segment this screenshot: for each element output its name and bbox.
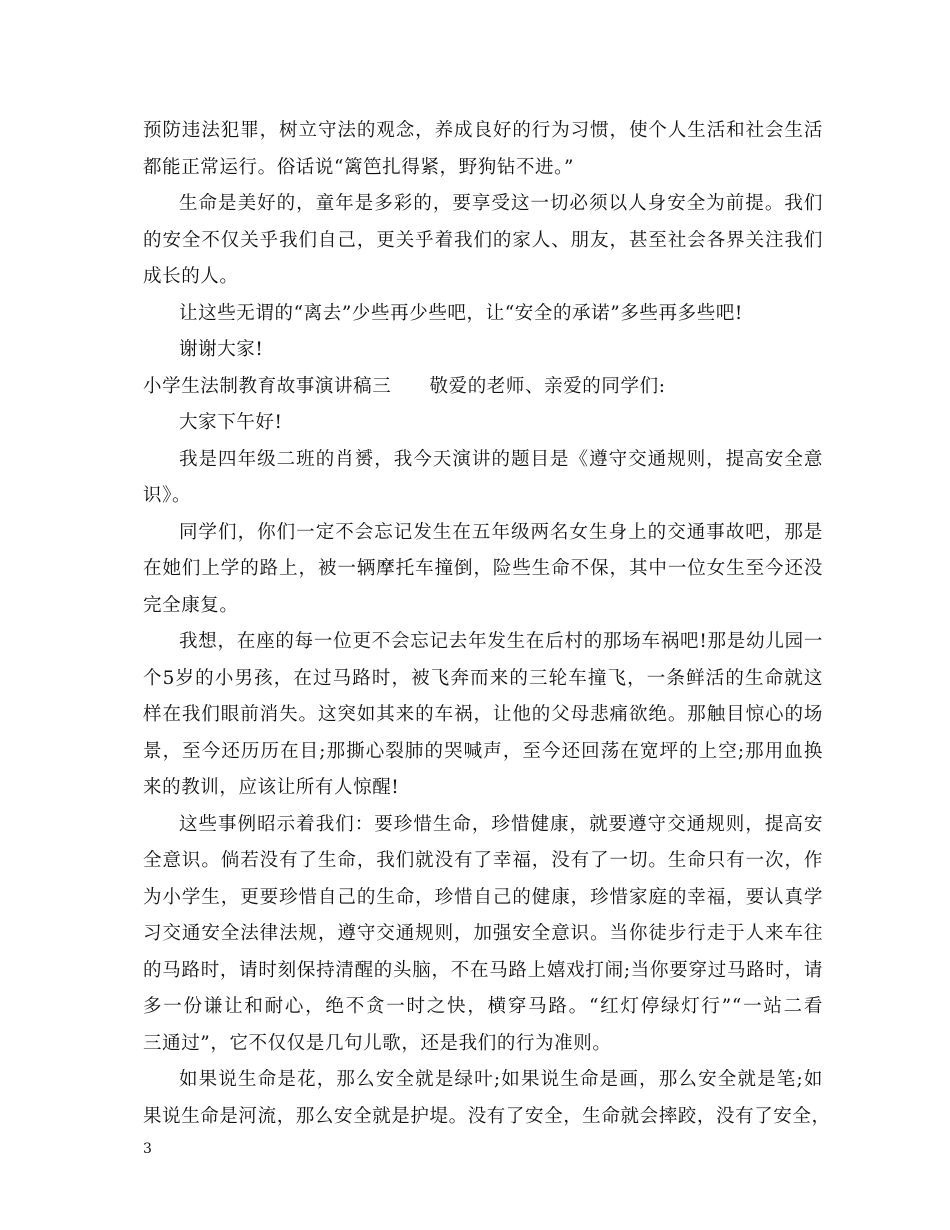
text-line: 生命是美好的，童年是多彩的，要享受这一切必须以人身安全为前提。我们	[179, 193, 823, 214]
text-line: 我想，在座的每一位更不会忘记去年发生在后村的那场车祸吧!那是幼儿园一	[179, 631, 823, 652]
body-text	[143, 113, 831, 1135]
text-line: 全意识。倘若没有了生命，我们就没有了幸福，没有了一切。生命只有一次，作	[143, 850, 823, 871]
text-line: 习交通安全法律法规，遵守交通规则，加强安全意识。当你徒步行走于人来车往	[143, 923, 823, 944]
text-line: 预防违法犯罪，树立守法的观念，养成良好的行为习惯，使个人生活和社会生活	[143, 120, 823, 141]
text-line: 小学生法制教育故事演讲稿三 敬爱的老师、亲爱的同学们:	[143, 375, 666, 397]
text-line: 多一份谦让和耐心，绝不贪一时之快，横穿马路。“红灯停绿灯行”“一站二看	[143, 996, 823, 1017]
text-line: 果说生命是河流，那么安全就是护堤。没有了安全，生命就会摔跤，没有了安全，	[143, 1105, 831, 1127]
text-line: 的安全不仅关乎我们自己，更关乎着我们的家人、朋友，甚至社会各界关注我们	[143, 229, 823, 251]
text-line: 同学们，你们一定不会忘记发生在五年级两名女生身上的交通事故吧，那是	[179, 521, 823, 543]
text-line: 都能正常运行。俗话说“篱笆扎得紧，野狗钻不进。”	[143, 156, 575, 178]
text-line: 个5岁的小男孩，在过马路时，被飞奔而来的三轮车撞飞，一条鲜活的生命就这	[143, 667, 823, 689]
text-line: 完全康复。	[143, 594, 239, 616]
text-line: 谢谢大家!	[179, 339, 264, 360]
text-line: 样在我们眼前消失。这突如其来的车祸，让他的父母悲痛欲绝。那触目惊心的场	[143, 704, 823, 725]
text-line: 识》。	[143, 485, 192, 506]
text-line: 这些事例昭示着我们：要珍惜生命，珍惜健康，就要遵守交通规则，提高安	[179, 813, 823, 835]
text-line: 三通过”，它不仅仅是几句儿歌，还是我们的行为准则。	[143, 1032, 612, 1054]
text-line: 的马路时，请时刻保持清醒的头脑，不在马路上嬉戏打闹;当你要穿过马路时，请	[143, 959, 823, 981]
text-line: 大家下午好!	[179, 412, 283, 433]
text-line: 来的教训，应该让所有人惊醒!	[143, 777, 400, 798]
text-line: 为小学生，更要珍惜自己的生命，珍惜自己的健康，珍惜家庭的幸福，要认真学	[143, 886, 823, 908]
text-line: 让这些无谓的“离去”少些再少些吧，让“安全的承诺”多些再多些吧!	[179, 302, 743, 324]
text-line: 我是四年级二班的肖赟，我今天演讲的题目是《遵守交通规则，提高安全意	[179, 448, 823, 470]
text-line: 在她们上学的路上，被一辆摩托车撞倒，险些生命不保，其中一位女生至今还没	[143, 558, 823, 579]
text-line: 如果说生命是花，那么安全就是绿叶;如果说生命是画，那么安全就是笔;如	[179, 1069, 823, 1090]
text-line: 成长的人。	[143, 266, 239, 287]
text-line: 景，至今还历历在目;那撕心裂肺的哭喊声，至今还回荡在宽坪的上空;那用血换	[143, 740, 823, 762]
page-number: 3	[143, 1141, 152, 1157]
